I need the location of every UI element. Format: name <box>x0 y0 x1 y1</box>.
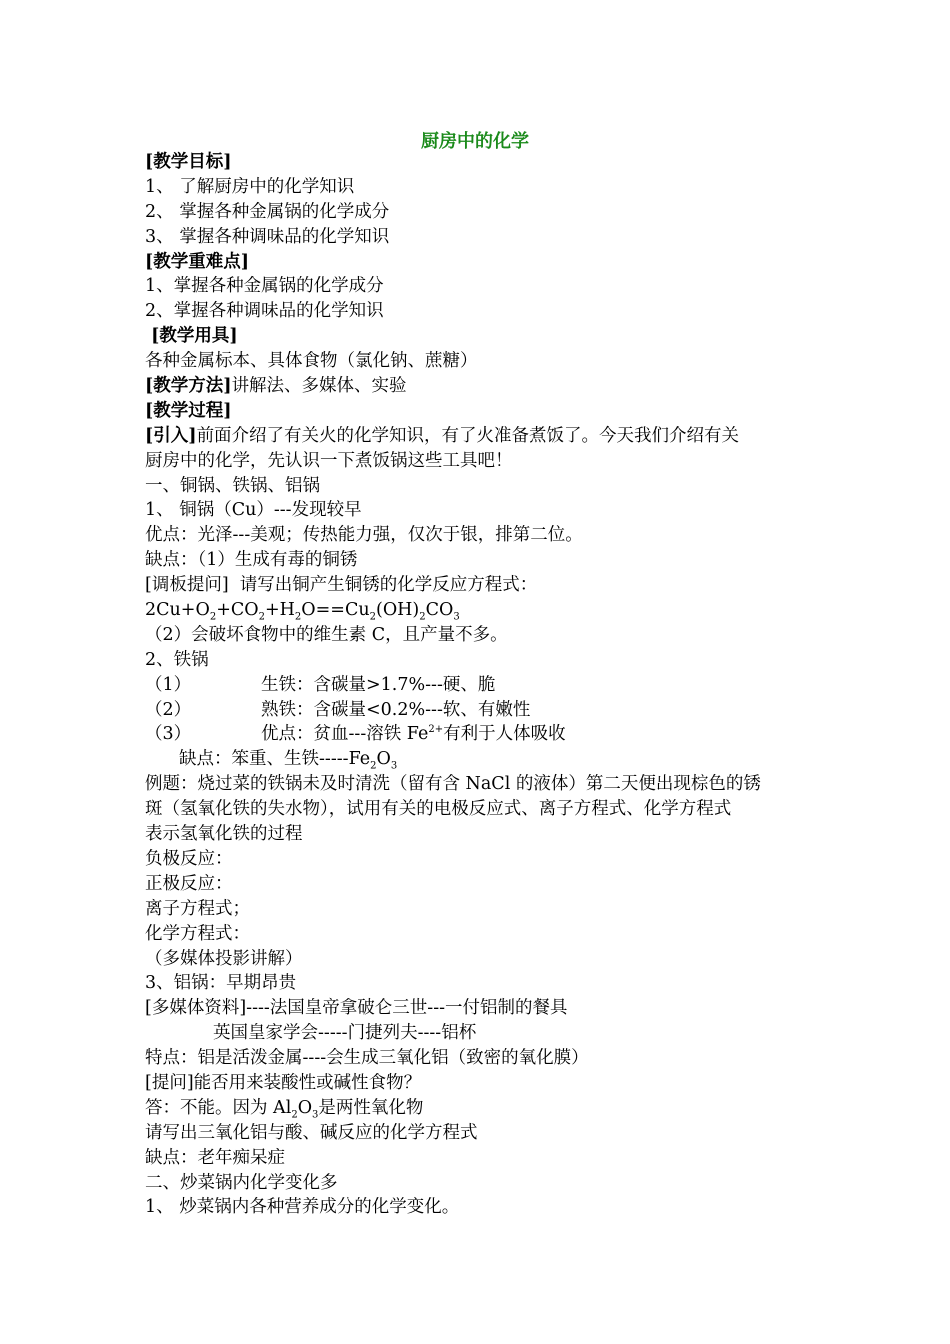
paragraph: （2）会破坏食物中的维生素 C，且产量不多。 <box>145 624 508 645</box>
paragraph: 正极反应： <box>145 873 233 894</box>
paragraph: 1、 铜锅（Cu）---发现较早 <box>145 500 362 521</box>
paragraph: 2、铁锅 <box>145 649 209 670</box>
subscript: 2 <box>419 611 426 623</box>
paragraph: 优点：光泽---美观；传热能力强，仅次于银，排第二位。 <box>145 525 583 546</box>
item-number: （1） <box>145 674 192 695</box>
subscript: 2 <box>370 760 377 772</box>
inline-heading: [引入] <box>145 425 197 446</box>
paragraph: 负极反应： <box>145 848 233 869</box>
text: 前面介绍了有关火的化学知识，有了火准备煮饭了。今天我们介绍有关 <box>196 425 740 446</box>
paragraph: 离子方程式； <box>145 898 250 919</box>
text: O <box>297 1097 313 1118</box>
paragraph <box>145 747 825 772</box>
paragraph: 斑（氢氧化铁的失水物），试用有关的电极反应式、离子方程式、化学方程式 <box>145 799 732 820</box>
paragraph: 厨房中的化学，先认识一下煮饭锅这些工具吧！ <box>145 450 513 471</box>
subscript: 3 <box>312 1109 319 1121</box>
eq-part: O==Cu <box>301 600 370 621</box>
paragraph: （多媒体投影讲解） <box>145 948 303 969</box>
text: 讲解法、多媒体、实验 <box>231 376 407 397</box>
equation <box>145 598 825 623</box>
eq-part: +CO <box>216 600 259 621</box>
list-item: 3、 掌握各种调味品的化学知识 <box>145 226 390 247</box>
text: 有利于人体吸收 <box>443 724 566 745</box>
subheading: 二、炒菜锅内化学变化多 <box>145 1172 338 1193</box>
subscript: 3 <box>390 760 398 772</box>
text: 生铁：含碳量>1.7%---硬、脆 <box>261 674 496 695</box>
paragraph: 3、铝锅：早期昂贵 <box>145 973 297 994</box>
text: 优点：贫血---溶铁 Fe <box>261 724 429 745</box>
section-heading: [教学过程] <box>145 400 232 421</box>
text: 熟铁：含碳量<0.2%---软、有嫩性 <box>261 699 531 720</box>
paragraph: 英国皇家学会-----门捷列夫----铝杯 <box>213 1023 477 1044</box>
paragraph: 缺点：老年痴呆症 <box>145 1147 285 1168</box>
paragraph: 化学方程式： <box>145 923 250 944</box>
document-title: 厨房中的化学 <box>421 131 529 152</box>
superscript: 2+ <box>428 724 444 736</box>
paragraph <box>145 374 825 399</box>
list-item: 1、掌握各种金属锅的化学成分 <box>145 276 384 297</box>
subheading: 一、铜锅、铁锅、铝锅 <box>145 475 320 496</box>
text: 缺点：笨重、生铁-----Fe <box>179 749 371 770</box>
paragraph: [提问]能否用来装酸性或碱性食物？ <box>145 1072 422 1093</box>
list-item <box>145 698 825 723</box>
eq-part: 2Cu+O <box>145 600 210 621</box>
text: O <box>376 749 391 770</box>
list-item: 2、掌握各种调味品的化学知识 <box>145 301 384 322</box>
paragraph: 请写出三氧化铝与酸、碱反应的化学方程式 <box>145 1122 478 1143</box>
document-body <box>145 150 825 1220</box>
paragraph <box>145 1096 825 1121</box>
item-number: （2） <box>145 699 192 720</box>
section-heading: [教学重难点] <box>145 251 250 272</box>
paragraph: 表示氢氧化铁的过程 <box>145 824 303 845</box>
list-item <box>145 722 825 747</box>
paragraph: [调板提问] 请写出铜产生铜锈的化学反应方程式： <box>145 575 538 596</box>
paragraph: 各种金属标本、具体食物（氯化钠、蔗糖） <box>145 351 478 372</box>
subscript: 2 <box>209 611 217 623</box>
subscript: 2 <box>258 611 265 623</box>
list-item <box>145 673 825 698</box>
inline-heading: [教学方法] <box>145 376 232 397</box>
list-item: 1、 了解厨房中的化学知识 <box>145 176 355 197</box>
section-heading: [教学用具] <box>145 326 238 347</box>
paragraph: 缺点：（1）生成有毒的铜锈 <box>145 550 358 571</box>
eq-part: (OH) <box>376 600 420 621</box>
eq-part: +H <box>264 600 295 621</box>
item-number: （3） <box>145 724 192 745</box>
subscript: 2 <box>294 611 302 623</box>
subscript: 2 <box>291 1109 298 1121</box>
subscript: 3 <box>453 611 460 623</box>
section-heading: [教学目标] <box>145 152 232 172</box>
paragraph: [多媒体资料]----法国皇帝拿破仑三世---一付铝制的餐具 <box>145 998 568 1019</box>
list-item: 2、 掌握各种金属锅的化学成分 <box>145 201 390 222</box>
subscript: 2 <box>369 611 376 623</box>
eq-part: CO <box>425 600 454 621</box>
paragraph: 特点：铝是活泼金属----会生成三氧化铝（致密的氧化膜） <box>145 1048 589 1069</box>
paragraph: 1、 炒菜锅内各种营养成分的化学变化。 <box>145 1197 460 1218</box>
text: 是两性氧化物 <box>318 1097 424 1118</box>
paragraph <box>145 424 825 449</box>
text: 答：不能。因为 Al <box>145 1097 292 1118</box>
paragraph: 例题：烧过菜的铁锅未及时清洗（留有含 NaCl 的液体）第二天便出现棕色的锈 <box>145 774 761 795</box>
